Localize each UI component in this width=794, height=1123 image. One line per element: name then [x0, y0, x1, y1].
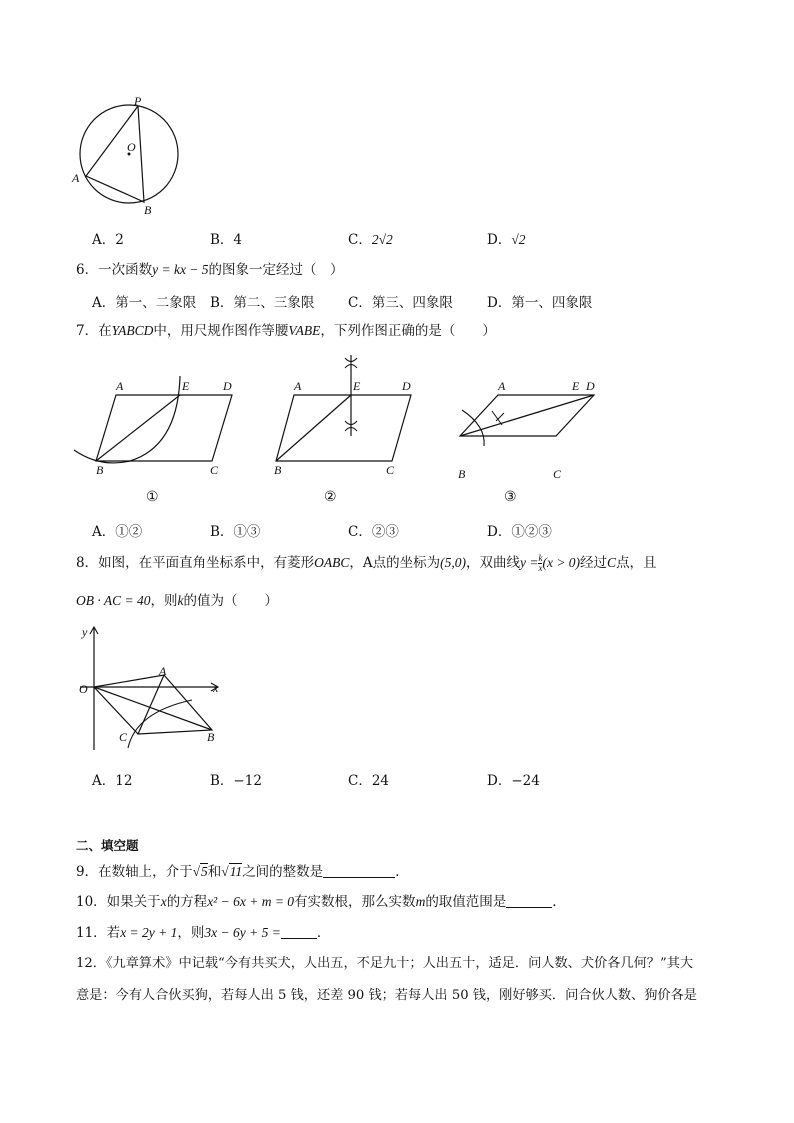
q7-fig3-label-c: C — [553, 467, 562, 480]
q7-fig2-label-d: D — [402, 379, 411, 393]
q9-answer-blank[interactable] — [323, 863, 395, 878]
q7-figure-2 — [268, 352, 428, 478]
q11-stem: 11．若x = 2y + 1，则3x − 6y + 5 = ． — [76, 925, 331, 941]
q7-fig2-parallelogram — [276, 395, 411, 461]
q8-label-x: x — [213, 681, 219, 695]
q8-diagonal-ob — [94, 687, 212, 730]
q7-figure-3 — [452, 368, 612, 480]
q7-fig2-label-c: C — [386, 463, 395, 477]
q12-stem-line-1: 12．《九章算术》中记载“今有共买犬，人出五，不足九十；人出五十，适足．问人数、犬价各几何？”其大 — [76, 956, 694, 971]
q7-option-a[interactable]: A．①② — [92, 524, 143, 540]
q8-rhombus-oabc — [94, 675, 212, 734]
q7-fig1-label-d: D — [223, 379, 232, 393]
q8-hyperbola — [128, 700, 192, 748]
q7-fig1-label-b: B — [96, 463, 104, 477]
q7-fig1-diagonal-be — [96, 395, 180, 461]
q8-option-c[interactable]: C．24 — [348, 773, 390, 789]
q7-option-b[interactable]: B．①③ — [210, 524, 261, 540]
q8-option-d[interactable]: D．−24 — [487, 773, 540, 789]
q5-option-d[interactable]: D．√2 — [487, 232, 526, 248]
q7-fig1-label-e: E — [182, 379, 190, 393]
q8-stem-line-1: 8．如图，在平面直角坐标系中，有菱形OABC，A点的坐标为(5,0)，双曲线y = $\frac{k}{x}$ (x > 0)经过C点，且 — [76, 553, 657, 573]
q5-option-c[interactable]: C．2√2 — [348, 232, 393, 248]
q10-answer-blank[interactable] — [506, 893, 552, 908]
q8-coordinate-figure — [72, 620, 232, 755]
q6-option-c[interactable]: C．第三、四象限 — [348, 295, 453, 311]
section-fill-in-title: 二、填空题 — [76, 838, 139, 853]
q7-fig3-diagonal-bd — [460, 395, 594, 436]
q7-fig2-diagonal-be — [276, 395, 351, 461]
q7-option-d[interactable]: D．①②③ — [487, 524, 552, 540]
q6-option-d[interactable]: D．第一、四象限 — [487, 295, 593, 311]
q5-circle-figure — [66, 92, 186, 222]
q7-fig1-label-a: A — [116, 379, 124, 393]
q7-fig3-arc — [462, 410, 484, 446]
q6-stem: 6．一次函数y = kx − 5的图象一定经过（ ） — [76, 262, 344, 278]
q7-fig3-label-e: E — [572, 379, 580, 393]
q10-stem: 10．如果关于x的方程x² − 6x + m = 0有实数根，那么实数m的取值范围是 ． — [76, 894, 566, 910]
q8-label-c: C — [119, 730, 128, 744]
q6-option-a[interactable]: A．第一、二象限 — [92, 295, 197, 311]
q8-label-o: O — [79, 682, 88, 696]
q5-label-o: O — [127, 140, 136, 154]
q7-fig2-label-a: A — [294, 379, 302, 393]
q6-option-b[interactable]: B．第二、三象限 — [210, 295, 315, 311]
q9-stem: 9．在数轴上，介于√5和√11之间的整数是 ． — [76, 864, 409, 880]
q5-option-b[interactable]: B．4 — [210, 232, 243, 248]
q8-option-b[interactable]: B．−12 — [210, 773, 262, 789]
q7-fig3-label-a: A — [498, 379, 506, 393]
q7-fig1-parallelogram — [96, 395, 232, 461]
q7-option-c[interactable]: C．②③ — [348, 524, 399, 540]
q8-stem-line-2: OB · AC = 40，则k的值为（ ） — [76, 593, 278, 609]
q7-figure-1 — [70, 368, 250, 478]
q7-figure-number-3: ③ — [504, 489, 517, 505]
q7-fig1-arc — [74, 376, 180, 463]
q7-fig1-label-c: C — [210, 463, 219, 477]
q8-fraction: $\frac{k}{x}$ — [538, 553, 543, 573]
q8-option-a[interactable]: A．12 — [92, 773, 133, 789]
q5-option-a[interactable]: A．2 — [92, 232, 124, 248]
q7-figure-number-1: ① — [146, 489, 159, 505]
q7-figure-number-2: ② — [324, 489, 337, 505]
q7-fig3-label-b: B — [458, 467, 466, 480]
q5-label-a: A — [72, 171, 80, 185]
q8-label-y: y — [82, 625, 88, 639]
q7-fig2-label-b: B — [274, 463, 282, 477]
q5-label-p: P — [134, 94, 142, 108]
q12-stem-line-2: 意是：今有人合伙买狗，若每人出 5 钱，还差 90 钱；若每人出 50 钱，刚好够买．问合伙人数、狗价各是 — [76, 988, 697, 1003]
q7-fig2-label-e: E — [353, 379, 361, 393]
q7-stem: 7．在YABCD中，用尺规作图作等腰VABE，下列作图正确的是（ ） — [76, 323, 496, 339]
q8-label-a: A — [159, 664, 167, 678]
q7-fig3-label-d: D — [586, 379, 595, 393]
q5-triangle — [86, 106, 144, 202]
q5-label-b: B — [144, 203, 152, 217]
q11-answer-blank[interactable] — [281, 924, 317, 939]
q8-label-b: B — [207, 730, 215, 744]
